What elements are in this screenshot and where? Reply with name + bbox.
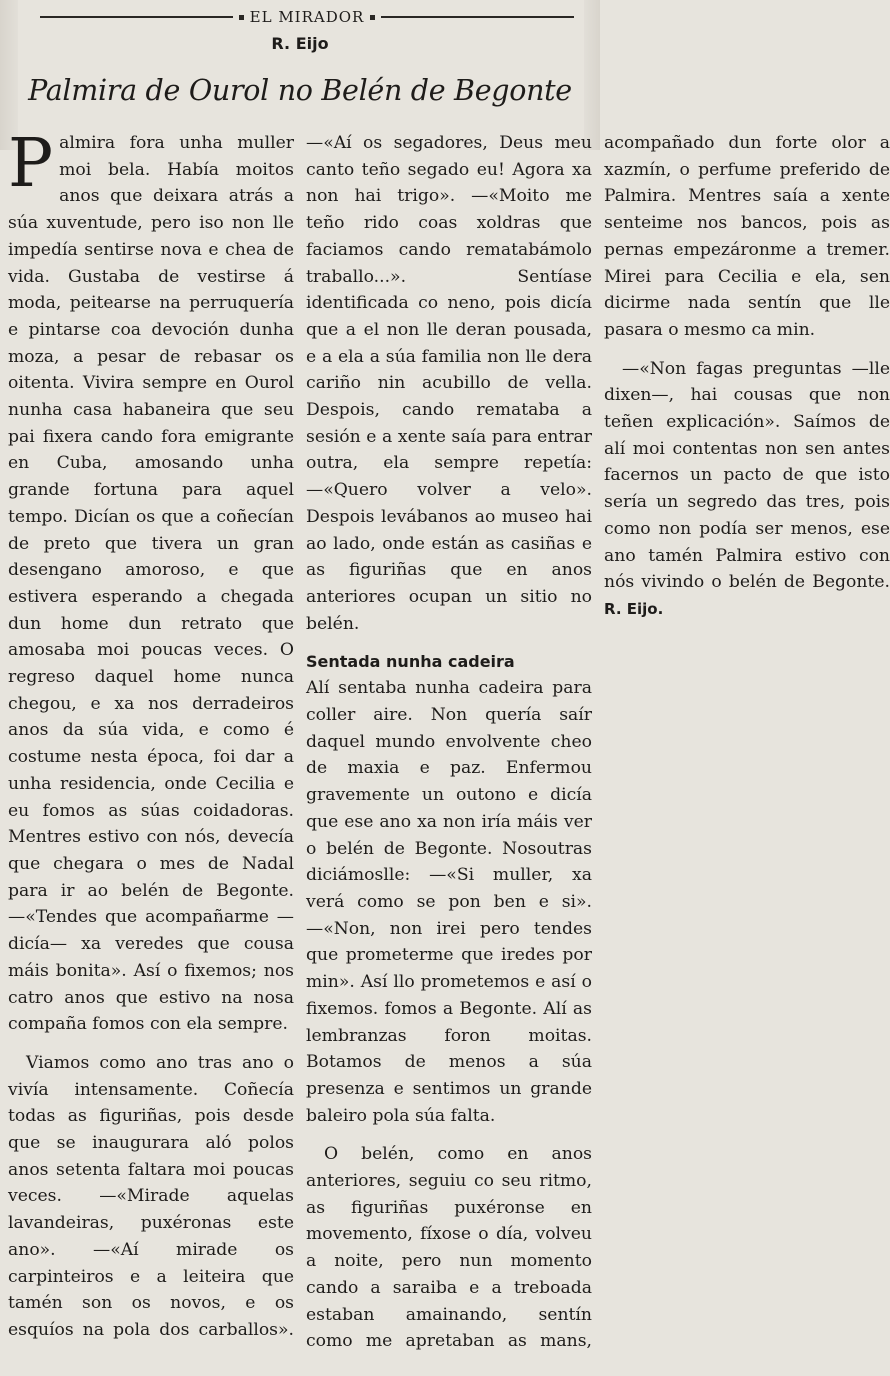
- article-subheading: Sentada nunha cadeira: [306, 652, 515, 672]
- article-headline: Palmira de Ourol no Belén de Begonte: [28, 74, 572, 107]
- paragraph-5: [604, 356, 890, 623]
- paragraph-1: [8, 124, 294, 1038]
- paragraph-3: Alí sentaba nunha cadeira para coller aire. Non quería saír daquel mundo envolvente cheo de maxia e paz. Enfermou gravemente un outono e dicía que ese ano xa non iría máis ver o belén de Begonte. Nosoutras diciámoslle: —«Si muller, xa verá como se pon ben e si». —«Non, non irei pero tendes que prometerme que iredes por min». Así llo prometemos e así o fixemos. fomos a Begonte. Alí as lembranzas foron moitas. Botamos de menos a súa presenza e sentimos un grande baleiro pola súa falta.: [306, 678, 592, 1126]
- paragraph-4: O belén, como en anos anteriores, seguiu co seu ritmo, as figuriñas puxéronse en movemento, fíxose o día, volveu a noite, pero nun momento cando a saraiba e a treboada estaban amainando, sentín como me apretaban as mans, acompañado dun forte olor a xazmín, o perfume preferido de Palmira. Mentres saía a xente senteime nos bancos, pois as pernas empezáronme a tremer. Mirei para Cecilia e ela, sen dicirme nada sentín que lle pasara o mesmo ca min.: [306, 133, 890, 1352]
- header-rule-left: [40, 16, 233, 18]
- drop-cap: P: [8, 124, 54, 202]
- article-body: [8, 124, 890, 1370]
- paragraph-2: Viamos como ano tras ano o vivía intensamente. Coñecía todas as figuriñas, pois desde que se inaugurara aló polos anos setenta faltara moi poucas veces. —«Mirade aquelas lavandeiras, puxéronas este ano». —«Aí mirade os carpinteiros e a leiteira que tamén son os novos, e os esquíos na pola dos carballos». —«Aí os segadores, Deus meu canto teño segado eu! Agora xa non hai trigo». —«Moito me teño rido coas xoldras que faciamos cando rematabámolo traballo...». Sentíase identificada co neno, pois dicía que a el non lle deran pousada, e a ela a súa familia non lle dera cariño nin acubillo de vella. Despois, cando remataba a sesión e a xente saía para entrar outra, ela sempre repetía: —«Quero volver a velo». Despois levábanos ao museo hai ao lado, onde están as casiñas e as figuriñas que en anos anteriores ocupan un sitio no belén.: [8, 133, 592, 1340]
- paragraph-1-text: almira fora unha muller moi bela. Había moitos anos que deixara atrás a súa xuventude, pero iso non lle impedía sentirse nova e chea de vida. Gustaba de vestirse á moda, peitearse na perruquería e pintarse coa devoción dunha moza, a pesar de rebasar os oitenta. Vivira sempre en Ourol nunha casa habaneira que seu pai fixera cando fora emigrante en Cuba, amosando unha grande fortuna para aquel tempo. Dicían os que a coñecían de preto que tivera un gran desengano amoroso, e que estivera esperando a chegada dun home dun retrato que amosaba moi poucas veces. O regreso daquel home nunca chegou, e xa nos derradeiros anos da súa vida, e como é costume nesta época, foi dar a unha residencia, onde Cecilia e eu fomos as súas coidadoras. Mentres estivo con nós, devecía que chegara o mes de Nadal para ir ao belén de Begonte. —«Tendes que acompañarme —dicía— xa veredes que cousa máis bonita». Así o fixemos; nos catro anos que estivo na nosa compaña fomos con ela sempre.: [8, 133, 294, 1035]
- header-bullet-left: [239, 15, 244, 20]
- header-rule-right: [381, 16, 574, 18]
- paragraph-5-text: —«Non fagas preguntas —lle dixen—, hai cousas que non teñen explicación». Saímos de alí moi contentas non sen antes facernos un pacto de que isto sería un segredo das tres, pois como non podía ser menos, ese ano tamén Palmira estivo con nós vivindo o belén de Begonte.: [604, 358, 890, 593]
- section-title: EL MIRADOR: [249, 8, 365, 26]
- signature: R. Eijo.: [604, 599, 664, 618]
- section-header: [40, 6, 574, 28]
- byline: R. Eijo: [271, 34, 329, 53]
- header-bullet-right: [370, 15, 375, 20]
